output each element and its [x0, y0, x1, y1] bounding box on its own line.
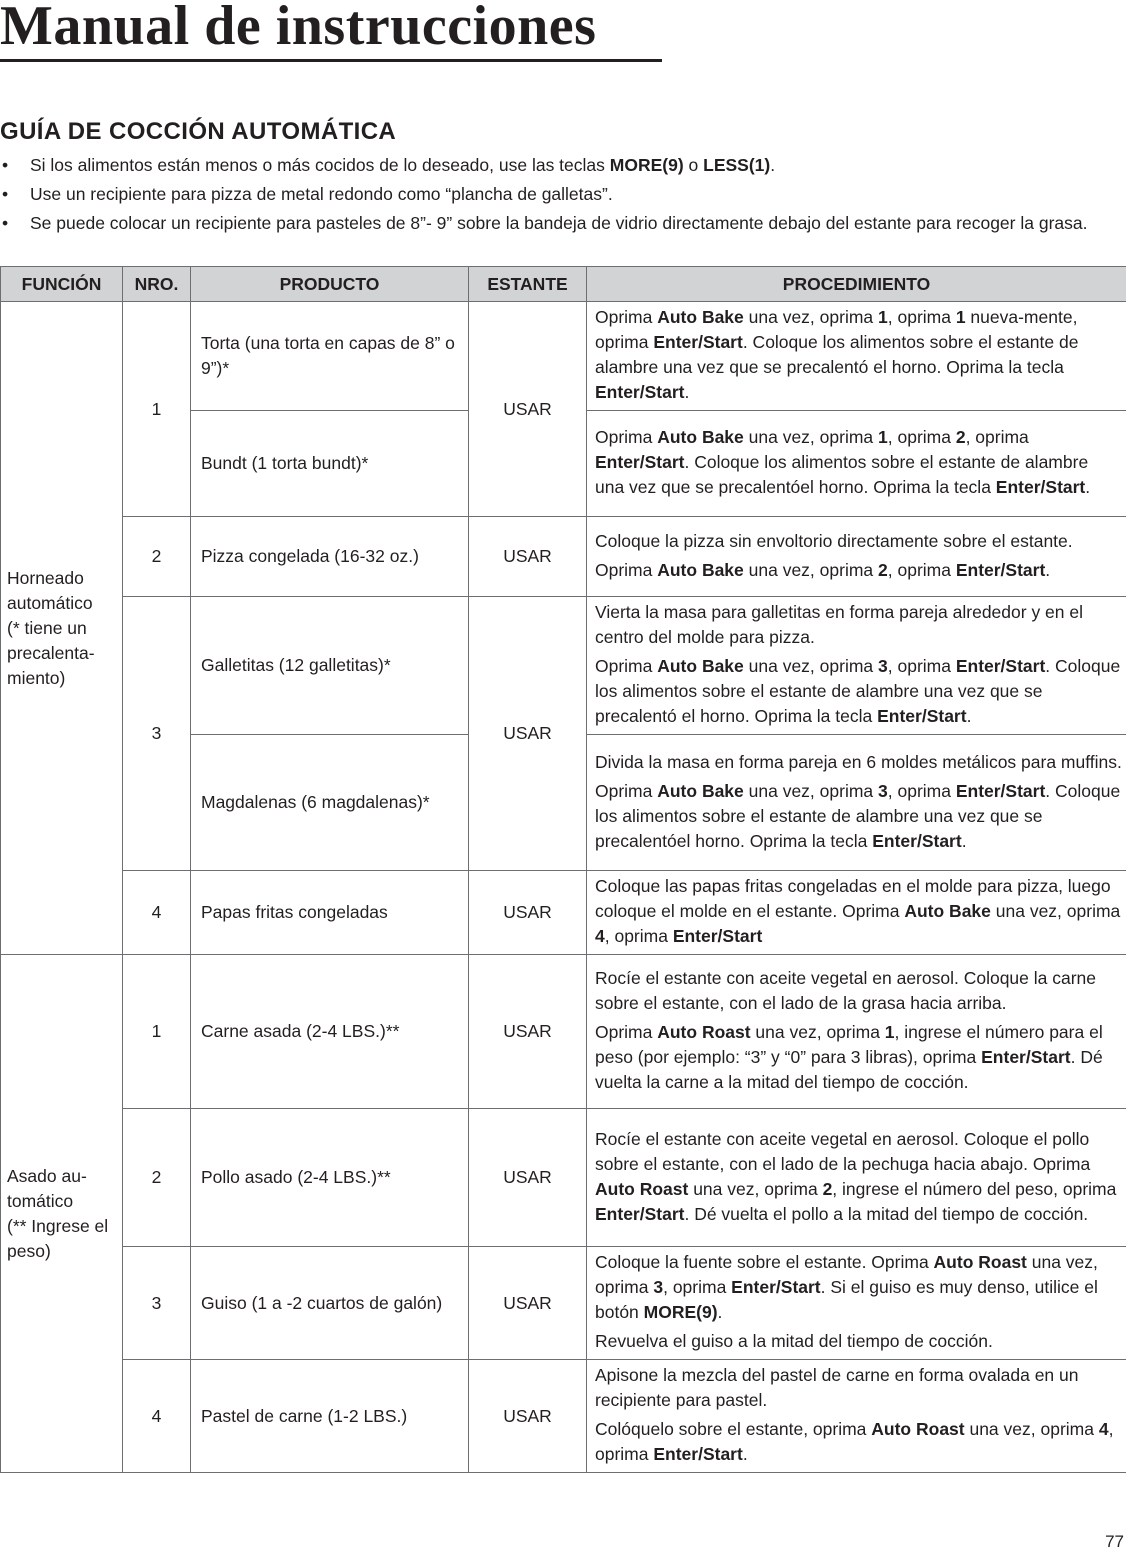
procedure-cell [587, 1109, 1126, 1247]
shelf-cell: USAR [469, 1360, 587, 1473]
auto-cook-table [0, 266, 1126, 1473]
page-title: Manual de instrucciones [0, 0, 597, 57]
table-row [1, 871, 1126, 955]
procedure-text: Oprima Auto Bake una vez, oprima 3, oprima Enter/Start. Coloque los alimentos sobre el estante de alambre una vez que se precalentóel horno. Oprima la tecla Enter/Start. [595, 780, 1121, 851]
table-row [1, 597, 1126, 735]
function-cell [1, 955, 123, 1473]
product-cell: Galletitas (12 galletitas)* [191, 597, 469, 735]
procedure-cell [587, 517, 1126, 597]
tip-text: o [683, 155, 704, 175]
procedure-text: Rocíe el estante con aceite vegetal en aerosol. Coloque el pollo sobre el estante, con el lado de la pechuga hacia abajo. Oprima Auto Roast una vez, oprima 2, ingrese el número del peso, oprima Enter/Start. Dé vuelta el pollo a la mitad del tiempo de cocción. [595, 1128, 1117, 1224]
product-cell: Pizza congelada (16-32 oz.) [191, 517, 469, 597]
column-header: PRODUCTO [191, 267, 469, 302]
more-key-label: MORE(9) [609, 155, 684, 175]
procedure-text: Oprima Auto Bake una vez, oprima 1, oprima 1 nueva-mente, oprima Enter/Start. Coloque los alimentos sobre el estante de alambre una vez que se precalentó el horno. Oprima la tecla Enter/Start. [595, 307, 1079, 402]
procedure-text: Divida la masa en forma pareja en 6 moldes metálicos para muffins. [595, 751, 1122, 772]
product-cell: Pollo asado (2-4 LBS.)** [191, 1109, 469, 1247]
function-note: (** Ingrese el peso) [7, 1215, 109, 1261]
procedure-text: Coloque la fuente sobre el estante. Oprima Auto Roast una vez, oprima 3, oprima Enter/Start. Si el guiso es muy denso, utilice el botón MORE(9). [595, 1252, 1098, 1322]
procedure-cell [587, 735, 1126, 871]
product-cell: Bundt (1 torta bundt)* [191, 411, 469, 517]
procedure-cell [587, 1247, 1126, 1360]
number-cell: 2 [123, 1109, 191, 1247]
procedure-text: Coloque la pizza sin envoltorio directamente sobre el estante. [595, 530, 1073, 551]
procedure-text: Vierta la masa para galletitas en forma pareja alrededor y en el centro del molde para pizza. [595, 602, 1084, 647]
number-cell: 4 [123, 1360, 191, 1473]
procedure-text: Apisone la mezcla del pastel de carne en forma ovalada en un recipiente para pastel. [595, 1365, 1079, 1410]
table-row [1, 1247, 1126, 1360]
procedure-cell [587, 1360, 1126, 1473]
tip-item [0, 210, 1110, 236]
product-cell: Guiso (1 a -2 cuartos de galón) [191, 1247, 469, 1360]
procedure-cell [587, 871, 1126, 955]
column-header: FUNCIÓN [1, 267, 123, 302]
column-header: PROCEDIMIENTO [587, 267, 1126, 302]
shelf-cell: USAR [469, 955, 587, 1109]
tip-text: Se puede colocar un recipiente para pasteles de 8”- 9” sobre la bandeja de vidrio directamente debajo del estante para recoger la grasa. [30, 213, 1088, 233]
function-name: Asado au-tomático [7, 1165, 87, 1211]
procedure-text: Oprima Auto Bake una vez, oprima 2, oprima Enter/Start. [595, 559, 1051, 580]
procedure-cell [587, 302, 1126, 411]
procedure-text: Colóquelo sobre el estante, oprima Auto Roast una vez, oprima 4, oprima Enter/Start. [595, 1419, 1114, 1464]
shelf-cell: USAR [469, 871, 587, 955]
product-cell: Carne asada (2-4 LBS.)** [191, 955, 469, 1109]
procedure-text: Oprima Auto Bake una vez, oprima 1, oprima 2, oprima Enter/Start. Coloque los alimentos sobre el estante de alambre una vez que se precalentóel horno. Oprima la tecla Enter/Start. [595, 427, 1091, 497]
shelf-cell: USAR [469, 302, 587, 517]
tip-text: . [770, 155, 776, 175]
tip-text: Use un recipiente para pizza de metal redondo como “plancha de galletas”. [30, 184, 613, 204]
tip-item [0, 181, 1110, 207]
number-cell: 1 [123, 955, 191, 1109]
table-row [1, 955, 1126, 1109]
table-body [1, 302, 1126, 1473]
section-heading: GUÍA DE COCCIÓN AUTOMÁTICA [0, 118, 397, 145]
column-header: ESTANTE [469, 267, 587, 302]
table-row [1, 1109, 1126, 1247]
product-cell: Magdalenas (6 magdalenas)* [191, 735, 469, 871]
shelf-cell: USAR [469, 1109, 587, 1247]
table-row [1, 517, 1126, 597]
number-cell: 4 [123, 871, 191, 955]
function-cell [1, 302, 123, 955]
procedure-text: Revuelva el guiso a la mitad del tiempo de cocción. [595, 1331, 993, 1351]
tip-item [0, 152, 1110, 178]
page-number: 77 [1105, 1532, 1124, 1551]
less-key-label: LESS(1) [703, 155, 771, 175]
number-cell: 2 [123, 517, 191, 597]
product-cell: Torta (una torta en capas de 8” o 9”)* [191, 302, 469, 411]
number-cell: 1 [123, 302, 191, 517]
function-name: Horneado automático [7, 567, 93, 613]
procedure-cell [587, 955, 1126, 1109]
procedure-text: Rocíe el estante con aceite vegetal en aerosol. Coloque la carne sobre el estante, con el lado de la grasa hacia arriba. [595, 968, 1097, 1013]
tip-text: Si los alimentos están menos o más cocidos de lo deseado, use las teclas [30, 155, 610, 175]
table-row [1, 302, 1126, 411]
number-cell: 3 [123, 597, 191, 871]
procedure-text: Coloque las papas fritas congeladas en el molde para pizza, luego coloque el molde en el estante. Oprima Auto Bake una vez, oprima 4, oprima Enter/Start [595, 876, 1121, 946]
procedure-cell [587, 411, 1126, 517]
product-cell: Papas fritas congeladas [191, 871, 469, 955]
column-header: NRO. [123, 267, 191, 302]
procedure-cell [587, 597, 1126, 735]
procedure-text: Oprima Auto Bake una vez, oprima 3, oprima Enter/Start. Coloque los alimentos sobre el estante de alambre una vez que se precalentó el horno. Oprima la tecla Enter/Start. [595, 656, 1121, 726]
title-underline [0, 59, 662, 62]
procedure-text: Oprima Auto Roast una vez, oprima 1, ingrese el número para el peso (por ejemplo: “3” y “0” para 3 libras), oprima Enter/Start. Dé vuelta la carne a la mitad del tiempo de cocción. [595, 1022, 1103, 1092]
table-header-row [1, 267, 1126, 302]
shelf-cell: USAR [469, 517, 587, 597]
shelf-cell: USAR [469, 1247, 587, 1360]
function-note: (* tiene un precalenta-miento) [7, 617, 95, 688]
number-cell: 3 [123, 1247, 191, 1360]
tips-list [0, 152, 1110, 239]
shelf-cell: USAR [469, 597, 587, 871]
product-cell: Pastel de carne (1-2 LBS.) [191, 1360, 469, 1473]
table-row [1, 1360, 1126, 1473]
